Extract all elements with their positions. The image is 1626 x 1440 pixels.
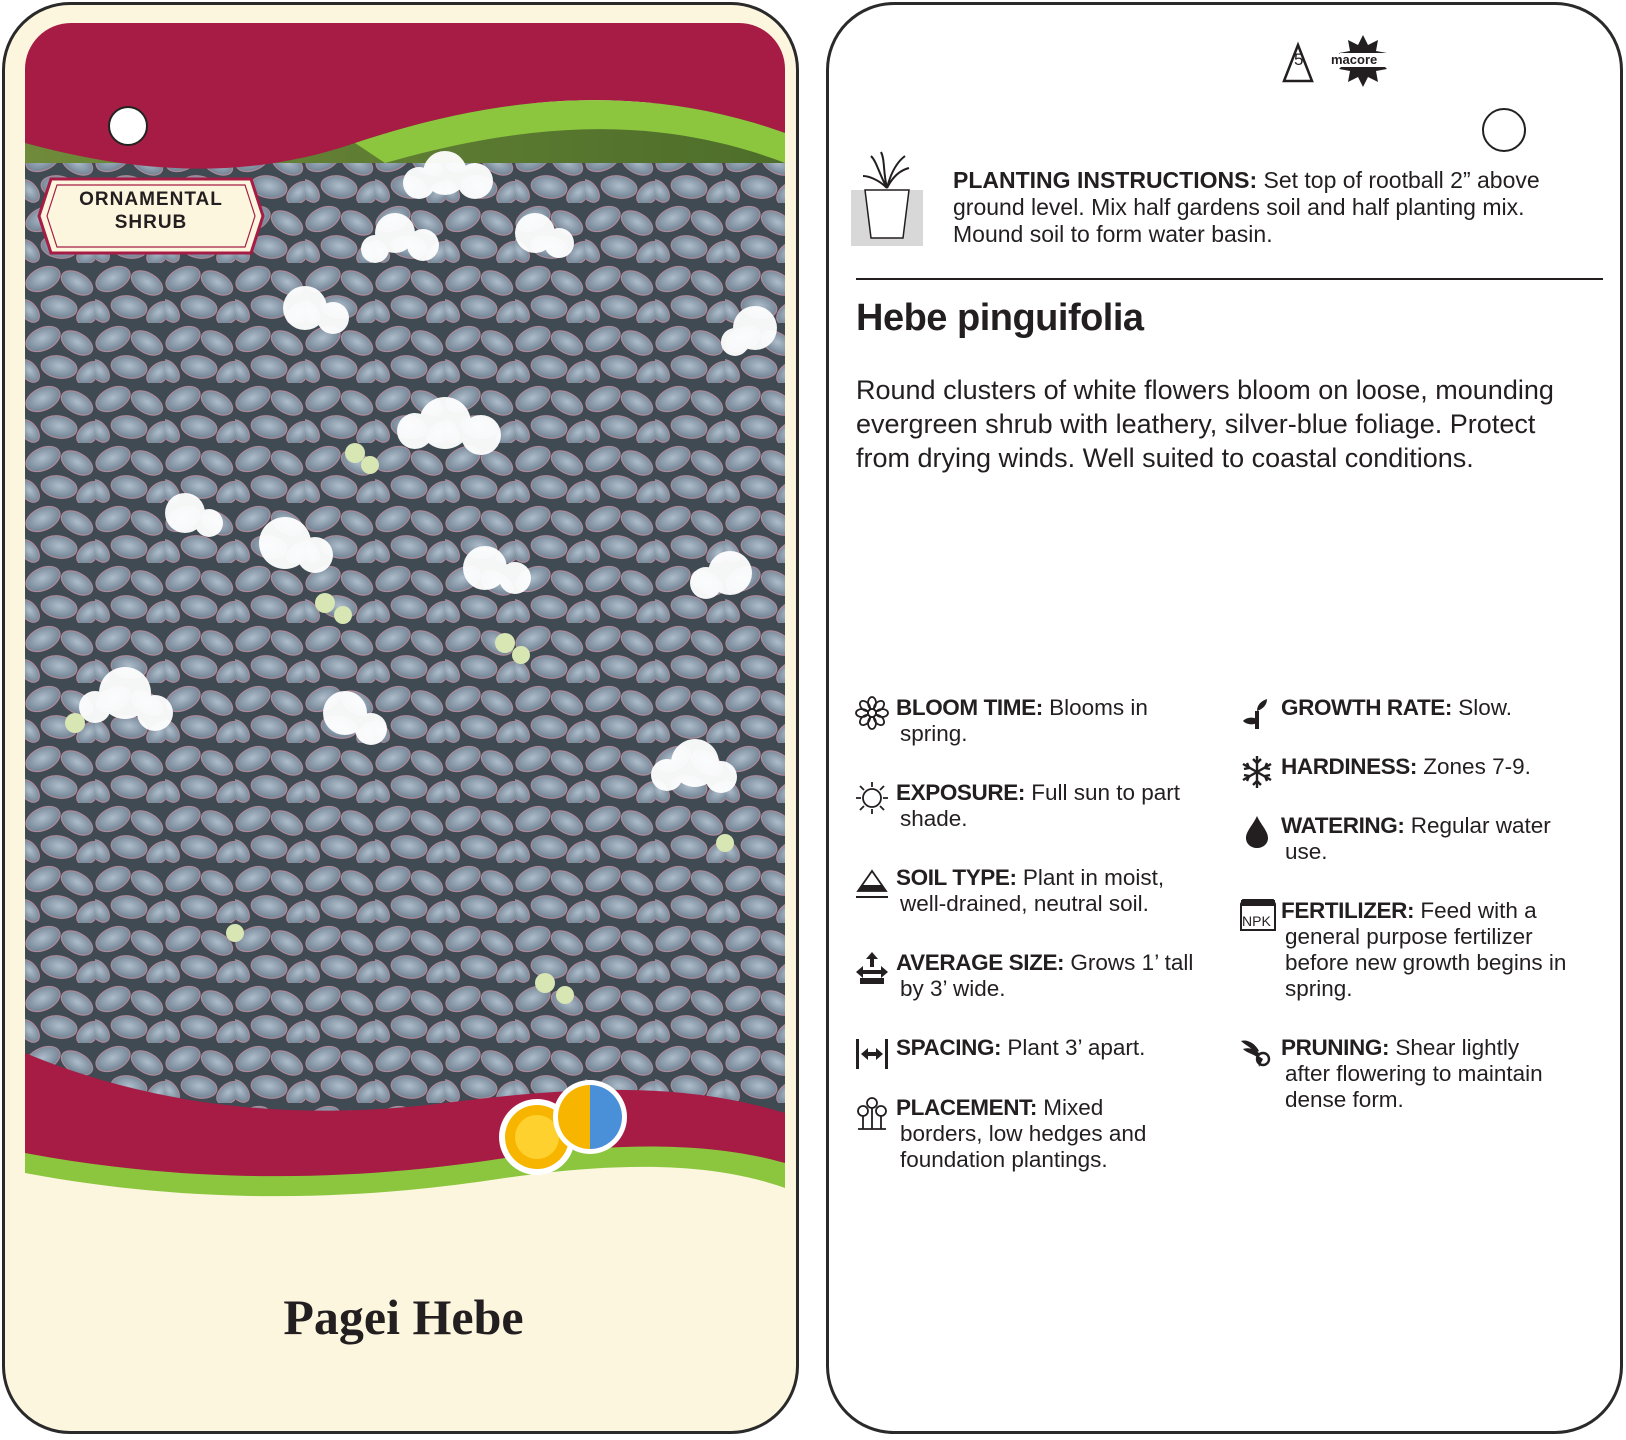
care-text: Grows 1’ tall (1070, 950, 1194, 975)
care-text-cont: shade. (900, 806, 968, 831)
care-label: AVERAGE SIZE: (896, 950, 1065, 975)
botanical-name: Hebe pinguifolia (856, 297, 1144, 339)
hang-hole (1482, 108, 1526, 152)
common-plant-name: Pagei Hebe (283, 1289, 524, 1345)
spacing-icon (854, 1035, 890, 1071)
care-text-cont: after flowering to maintain dense form. (1285, 1061, 1543, 1112)
hang-hole (108, 106, 148, 146)
size-icon (854, 950, 890, 986)
care-growth-rate (1281, 695, 1626, 721)
badge-line-1: ORNAMENTAL (79, 189, 223, 210)
care-text: Plant 3’ apart. (1007, 1035, 1146, 1060)
care-text-cont: by 3’ wide. (900, 976, 1006, 1001)
npk-icon (1239, 898, 1277, 932)
planting-instructions-text: Set top of rootball 2” above ground level. Mix half gardens soil and half planting mix. Mound soil to form water basin. (953, 167, 1540, 247)
water-drop-icon (1239, 813, 1275, 849)
care-text: Full sun to part (1031, 780, 1181, 805)
care-average-size (896, 950, 1256, 1002)
care-label: SPACING: (896, 1035, 1002, 1060)
care-text-cont: general purpose fertilizer before new growth begins in spring. (1285, 924, 1567, 1001)
planting-instructions (953, 167, 1583, 248)
soil-icon (854, 865, 890, 901)
care-text-cont: well-drained, neutral soil. (900, 891, 1149, 916)
sun-exposure-icons (495, 1080, 635, 1180)
care-fertilizer (1242, 898, 1626, 1002)
care-spacing (896, 1035, 1256, 1061)
sun-icon (854, 780, 890, 816)
care-label: SOIL TYPE: (896, 865, 1017, 890)
brand-logo-text: macore (1331, 52, 1378, 67)
care-label: EXPOSURE: (896, 780, 1025, 805)
care-text: Regular water (1410, 813, 1551, 838)
planting-instructions-label: PLANTING INSTRUCTIONS: (953, 167, 1258, 193)
back-tag (826, 2, 1623, 1434)
npk-label: NPK (1242, 913, 1271, 929)
care-text: Zones 7-9. (1423, 754, 1531, 779)
care-label: PLACEMENT: (896, 1095, 1037, 1120)
care-label: FERTILIZER: (1281, 898, 1415, 923)
care-watering (1281, 813, 1626, 865)
plant-description: Round clusters of white flowers bloom on loose, mounding evergreen shrub with leathery, silver-blue foliage. Protect from drying winds. Well suited to coastal conditions. (856, 375, 1554, 473)
care-text: Mixed (1043, 1095, 1104, 1120)
care-label: HARDINESS: (1281, 754, 1418, 779)
snowflake-icon (1239, 754, 1275, 790)
care-label: BLOOM TIME: (896, 695, 1043, 720)
care-pruning (1281, 1035, 1626, 1113)
care-soil-type (896, 865, 1256, 917)
care-exposure (896, 780, 1256, 832)
care-bloom-time (896, 695, 1256, 747)
care-label: PRUNING: (1281, 1035, 1390, 1060)
divider (856, 278, 1603, 280)
recycle-number: 5 (1294, 50, 1304, 69)
part-shade-icon (553, 1080, 627, 1154)
front-tag (2, 2, 799, 1434)
bloom-icon (854, 695, 890, 731)
care-text-cont: use. (1285, 839, 1328, 864)
placement-icon (854, 1095, 890, 1131)
category-badge (37, 173, 265, 259)
care-hardiness (1281, 754, 1626, 780)
care-text-cont: spring. (900, 721, 968, 746)
growth-icon (1239, 695, 1275, 731)
care-label: GROWTH RATE: (1281, 695, 1453, 720)
pruning-icon (1239, 1035, 1275, 1071)
care-text-cont: borders, low hedges and foundation plantings. (900, 1121, 1147, 1172)
care-text: Feed with a (1420, 898, 1537, 923)
care-text: Blooms in (1049, 695, 1148, 720)
care-text: Shear lightly (1395, 1035, 1520, 1060)
care-label: WATERING: (1281, 813, 1405, 838)
planting-icon (849, 150, 925, 248)
care-text: Plant in moist, (1022, 865, 1165, 890)
care-placement (896, 1095, 1256, 1173)
badge-line-2: SHRUB (114, 212, 188, 233)
care-text: Slow. (1458, 695, 1513, 720)
